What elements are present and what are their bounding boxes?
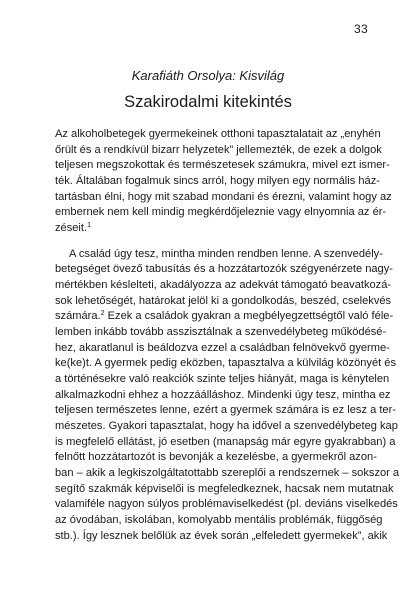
text-line: teljesen természetes lenne, ezért a gyermek számára is ez lesz a ter-	[55, 404, 396, 417]
text-line: lemben inkább tovább asszisztálnak a szenvedélybeteg működésé-	[55, 326, 387, 339]
text-line: teljesen megszokottak és természetesek számukra, mivel ezt ismer-	[55, 159, 390, 172]
text-line: valamiféle nagyon súlyos problémaviselkedést (pl. deviáns viselkedés	[55, 498, 398, 511]
footnote-marker: 1	[87, 222, 91, 230]
text-line: Az alkoholbetegek gyermekeinek otthoni tapasztalatait az „enyhén	[55, 128, 381, 140]
text-line: sok lehetőségét, határokat jelöl ki a gondolkodás, beszéd, cselekvés	[55, 294, 392, 307]
text-line: alkalmazkodni ehhez a hozzáálláshoz. Mindenki úgy tesz, mintha ez	[55, 388, 391, 401]
text-line: az óvodában, iskolában, komolyabb mentális problémák, függőség	[55, 514, 383, 527]
running-title: Karafiáth Orsolya: Kisvilág	[131, 68, 285, 83]
paragraph	[55, 127, 392, 237]
text-line: is megfelelő ellátást, jó esetben (manapság már egyre gyakrabban) a	[55, 435, 396, 448]
text-line-content: számára.	[55, 310, 101, 323]
text-line: ték. Általában fogalmuk sincs arról, hogy milyen egy normális ház-	[55, 175, 380, 188]
text-line: őrült és a rendkívül bizarr helyzetek” jellemezték, de ezek a dolgok	[55, 143, 382, 156]
text-line-content: Ezek a családok gyakran a megbélyegzettségtől való féle-	[107, 310, 394, 323]
text-line: a történésekre való reakciók szinte teljes hiányát, maga is kénytelen	[55, 373, 390, 386]
text-line: mészetes. Gyakori tapasztalat, hogy ha idővel a szenvedélybeteg kap	[55, 420, 398, 433]
text-line: tartásban élni, hogy mit szabad mondani és érezni, valamint hogy az	[55, 190, 392, 203]
text-line: stb.). Így lesznek belőlük az évek során „elfeledett gyermekek”, akik	[55, 529, 388, 542]
page-number: 33	[354, 22, 368, 36]
text-line	[55, 309, 394, 325]
text-line: A család úgy tesz, mintha minden rendben lenne. A szenvedély-	[69, 247, 383, 260]
body-text	[55, 127, 400, 544]
text-line: segítő szakmák képviselői is megfeledkeznek, hacsak nem mutatnak	[55, 482, 394, 495]
paragraph	[55, 247, 400, 545]
text-line: hez, akaratlanul is beáldozva ezzel a családban felnövekvő gyerme-	[55, 341, 390, 354]
text-line-content: zéseit.	[55, 222, 88, 235]
text-line: ban – akik a legkiszolgáltatottabb szereplői a rendszernek – sokszor a	[55, 467, 400, 480]
text-line: embernek nem kell mindig megkérdőjeleznie vagy elnyomnia az ér-	[55, 206, 387, 219]
text-line: betegséget övező tabusítás és a hozzátartozók szégyenérzete nagy-	[55, 263, 393, 276]
text-line: mértékben késlelteti, akadályozza az adekvát támogató beavatkozá-	[55, 279, 392, 292]
footnote-marker: 2	[100, 310, 105, 318]
text-line: felnőtt hozzátartozót is bevonják a kezelésbe, a gyermekről azon-	[55, 451, 377, 464]
text-line: ke(ke)t. A gyermek pedig eközben, tapasztalva a külvilág közönyét és	[55, 357, 397, 370]
chapter-title: Szakirodalmi kitekintés	[124, 93, 292, 111]
text-line	[55, 221, 368, 237]
